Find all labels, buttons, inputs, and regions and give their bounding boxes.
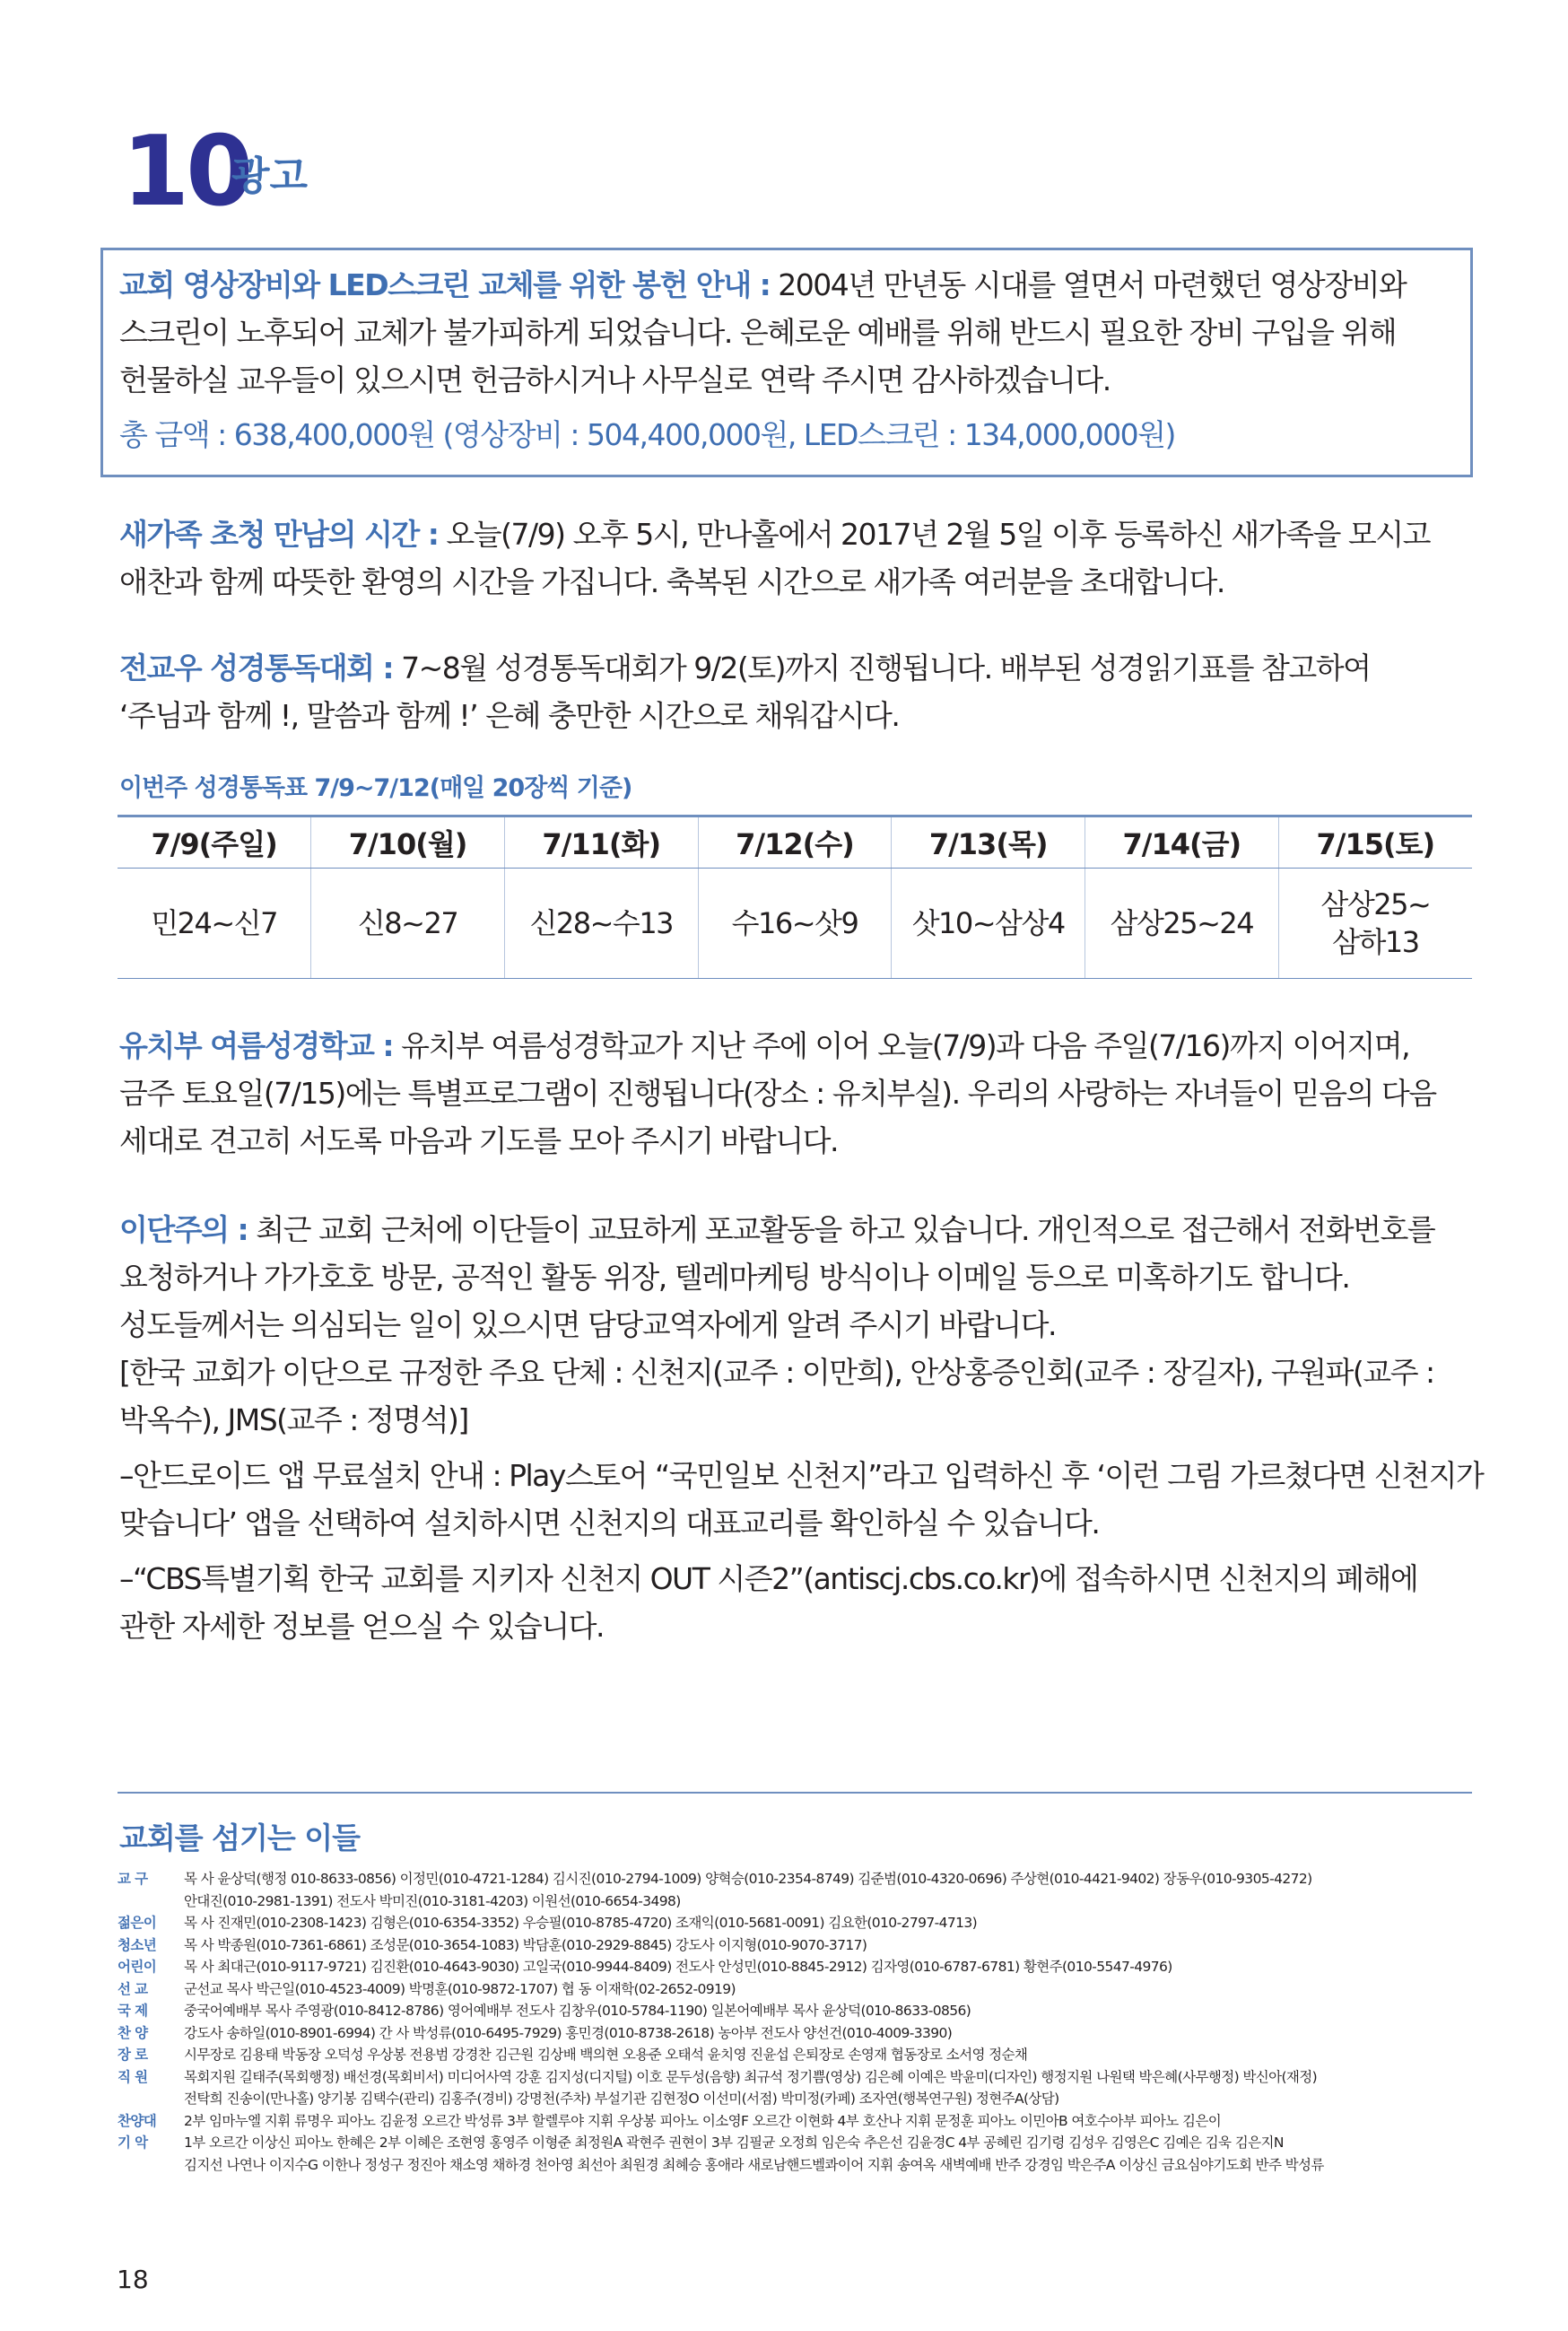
equipment-notice-label: 교회 영상장비와 LED스크린 교체를 위한 봉헌 안내 : bbox=[119, 267, 771, 302]
heresy-notice: 이단주의 : 최근 교회 근처에 이단들이 교묘하게 포교활동을 하고 있습니다. 개인적으로 접근해서 전화번호를 요청하거나 가가호호 방문, 공적인 활동 위장, 텔레마케팅 방식이나 이메일 등으로 미혹하기도 합니다. 성도들께서는 의심되는 일이 있으시면 담당교역자에게 알려 주시기 바랍니다. [한국 교회가 이단으로 규정한 주요 단체 : 신천지(교주 : 이만희), 안상홍증인회(교주 : 장길자), 구원파(교주 : 박옥수), JMS(교주 : 정명석)] –안드로이드 앱 무료설치 안내 : Play스토어 “국민일보 신천지”라고 입력하신 후 ‘이런 그림 가르쳤다면 신천지가 맞습니다’ 앱을 선택하여 설치하시면 신천지의 대표교리를 확인하실 수 있습니다. –“CBS특별기획 한국 교회를 지키자 신천지 OUT 시즌2”(antiscj.cbs.co.kr)에 접속하시면 신천지의 폐해에 관한 자세한 정보를 얻으실 수 있습니다. bbox=[119, 1212, 1484, 1644]
schedule-title: 이번주 성경통독표 7/9~7/12(매일 20장씩 기준) bbox=[119, 774, 632, 802]
staff-row: 직 원 목회지원 길태주(목회행정) 배선경(목회비서) 미디어사역 강훈 김지성(디지털) 이호 문두성(음향) 최규석 정기쁨(영상) 김은혜 이예은 박윤미(디자인) 행정지원 나원택 박은혜(사무행정) 박신아(재정) bbox=[118, 2068, 1318, 2085]
newfamily-notice-label: 새가족 초청 만남의 시간 : bbox=[119, 517, 439, 552]
app-install-note: –안드로이드 앱 무료설치 안내 : Play스토어 “국민일보 신천지”라고 입력하신 후 ‘이런 그림 가르쳤다면 신천지가 bbox=[119, 1458, 1484, 1493]
schedule-header: 7/13(목) bbox=[892, 816, 1085, 869]
bible-notice-label: 전교우 성경통독대회 : bbox=[119, 650, 394, 685]
staff-row: 국 제 중국어예배부 목사 주영광(010-8412-8786) 영어예배부 전도사 김창우(010-5784-1190) 일본어예배부 목사 윤상덕(010-8633-0856) bbox=[118, 2003, 971, 2019]
schedule-cell: 신8~27 bbox=[311, 869, 505, 979]
schedule-cell: 삼상25~ 삼하13 bbox=[1278, 869, 1472, 979]
cbs-note: –“CBS특별기획 한국 교회를 지키자 신천지 OUT 시즌2”(antiscj.cbs.co.kr)에 접속하시면 신천지의 폐해에 bbox=[119, 1561, 1418, 1596]
schedule-header: 7/14(금) bbox=[1085, 816, 1279, 869]
schedule-header: 7/15(토) bbox=[1278, 816, 1472, 869]
staff-row: 기 악 1부 오르간 이상신 피아노 한혜은 2부 이혜은 조현영 홍영주 이형준 최정원A 곽현주 권현이 3부 김필균 오정희 임은숙 추은선 김윤경C 4부 공혜린 김기령 김성우 김영은C 김예은 김욱 김은지N bbox=[118, 2135, 1284, 2151]
page-number: 18 bbox=[117, 2265, 149, 2294]
section-divider bbox=[118, 1792, 1472, 1794]
bible-notice: 전교우 성경통독대회 : 7~8월 성경통독대회가 9/2(토)까지 진행됩니다. 배부된 성경읽기표를 참고하여 ‘주님과 함께 !, 말씀과 함께 !’ 은혜 충만한 시간으로 채워갑시다. bbox=[119, 650, 1371, 733]
staff-row: 장 로 시무장로 김용태 박동장 오덕성 우상봉 전용범 강경찬 김근원 김상배 백의현 오용준 오태석 윤치영 진윤섭 은퇴장로 손영재 협동장로 소서영 정순채 bbox=[118, 2047, 1028, 2063]
staff-row: 선 교 군선교 목사 박근일(010-4523-4009) 박명훈(010-9872-1707) 협 동 이재학(02-2652-0919) bbox=[118, 1980, 736, 1997]
staff-row: 청소년 목 사 박종원(010-7361-6861) 조성문(010-3654-1083) 박담훈(010-2929-8845) 강도사 이지형(010-9070-3717) bbox=[118, 1936, 867, 1953]
schedule-cell: 삼상25~24 bbox=[1085, 869, 1279, 979]
section-number: 10 bbox=[122, 116, 250, 228]
staff-row: 어린이 목 사 최대근(010-9117-9721) 김진환(010-4643-9030) 고일국(010-9944-8409) 전도사 안성민(010-8845-2912) 김자영(010-6787-6781) 황현주(010-5547-4976) bbox=[118, 1959, 1172, 1975]
staff-list bbox=[118, 1868, 1481, 2176]
schedule-header: 7/12(수) bbox=[698, 816, 892, 869]
staff-title: 교회를 섬기는 이들 bbox=[119, 1820, 361, 1855]
schedule-header: 7/9(주일) bbox=[118, 816, 311, 869]
schedule-header: 7/10(월) bbox=[311, 816, 505, 869]
kinder-notice-label: 유치부 여름성경학교 : bbox=[119, 1028, 394, 1063]
schedule-cell: 수16~삿9 bbox=[698, 869, 892, 979]
schedule-header: 7/11(화) bbox=[504, 816, 698, 869]
staff-row: 김지선 나연나 이지수G 이한나 정성구 정진아 채소영 채하경 천아영 최선아 최원경 최혜승 홍애라 새로남핸드벨콰이어 지휘 송여옥 새벽예배 반주 강경임 박은주A 이상신 금요심야기도회 반주 박성류 bbox=[184, 2156, 1324, 2173]
staff-row: 젊은이 목 사 진재민(010-2308-1423) 김형은(010-6354-3352) 우승필(010-8785-4720) 조재익(010-5681-0091) 김요한(010-2797-4713) bbox=[118, 1915, 978, 1931]
staff-row: 찬양대 2부 임마누엘 지휘 류명우 피아노 김윤정 오르간 박성류 3부 할렐루야 지휘 우상봉 피아노 이소영F 오르간 이현화 4부 호산나 지휘 문정훈 피아노 이민아B 여호수아부 피아노 김은이 bbox=[118, 2112, 1222, 2129]
staff-row: 교 구 목 사 윤상덕(행정 010-8633-0856) 이정민(010-4721-1284) 김시진(010-2794-1009) 양혁승(010-2354-8749) 김준범(010-4320-0696) 주상현(010-4421-9402) 장동우(010-9305-4272) bbox=[118, 1871, 1312, 1887]
staff-row: 전탁희 진송이(만나홀) 양기봉 김택수(관리) 김홍주(경비) 강명천(주차) 부설기관 김현정O 이선미(서점) 박미정(카페) 조자연(행복연구원) 정현주A(상담) bbox=[184, 2091, 1059, 2107]
schedule-table bbox=[118, 815, 1472, 979]
schedule-cell: 신28~수13 bbox=[504, 869, 698, 979]
schedule-cell: 삿10~삼상4 bbox=[892, 869, 1085, 979]
kinder-notice: 유치부 여름성경학교 : 유치부 여름성경학교가 지난 주에 이어 오늘(7/9)과 다음 주일(7/16)까지 이어지며, 금주 토요일(7/15)에는 특별프로그램이 진행됩니다(장소 : 유치부실). 우리의 사랑하는 자녀들이 믿음의 다음 세대로 견고히 서도록 마음과 기도를 모아 주시기 바랍니다. bbox=[119, 1028, 1436, 1158]
schedule-cell: 민24~신7 bbox=[118, 869, 311, 979]
section-title: 광고 bbox=[231, 153, 309, 199]
staff-row: 찬 양 강도사 송하일(010-8901-6994) 간 사 박성류(010-6495-7929) 홍민경(010-8738-2618) 농아부 전도사 양선건(010-4009-3390) bbox=[118, 2024, 953, 2041]
staff-row: 안대진(010-2981-1391) 전도사 박미진(010-3181-4203) 이원선(010-6654-3498) bbox=[184, 1892, 681, 1909]
newfamily-notice: 새가족 초청 만남의 시간 : 오늘(7/9) 오후 5시, 만나홀에서 2017년 2월 5일 이후 등록하신 새가족을 모시고 애찬과 함께 따뜻한 환영의 시간을 가집니다. 축복된 시간으로 새가족 여러분을 초대합니다. bbox=[119, 517, 1430, 599]
equipment-notice: 교회 영상장비와 LED스크린 교체를 위한 봉헌 안내 : 2004년 만년동 시대를 열면서 마련했던 영상장비와 스크린이 노후되어 교체가 불가피하게 되었습니다. 은혜로운 예배를 위해 반드시 필요한 장비 구입을 위해 헌물하실 교우들이 있으시면 헌금하시거나 사무실로 연락 주시면 감사하겠습니다. 총 금액 : 638,400,000원 (영상장비 : 504,400,000원, LED스크린 : 134,000,000원) bbox=[119, 261, 1406, 458]
heresy-notice-label: 이단주의 : bbox=[119, 1212, 248, 1247]
equipment-total: 총 금액 : 638,400,000원 (영상장비 : 504,400,000원, LED스크린 : 134,000,000원) bbox=[119, 417, 1175, 452]
